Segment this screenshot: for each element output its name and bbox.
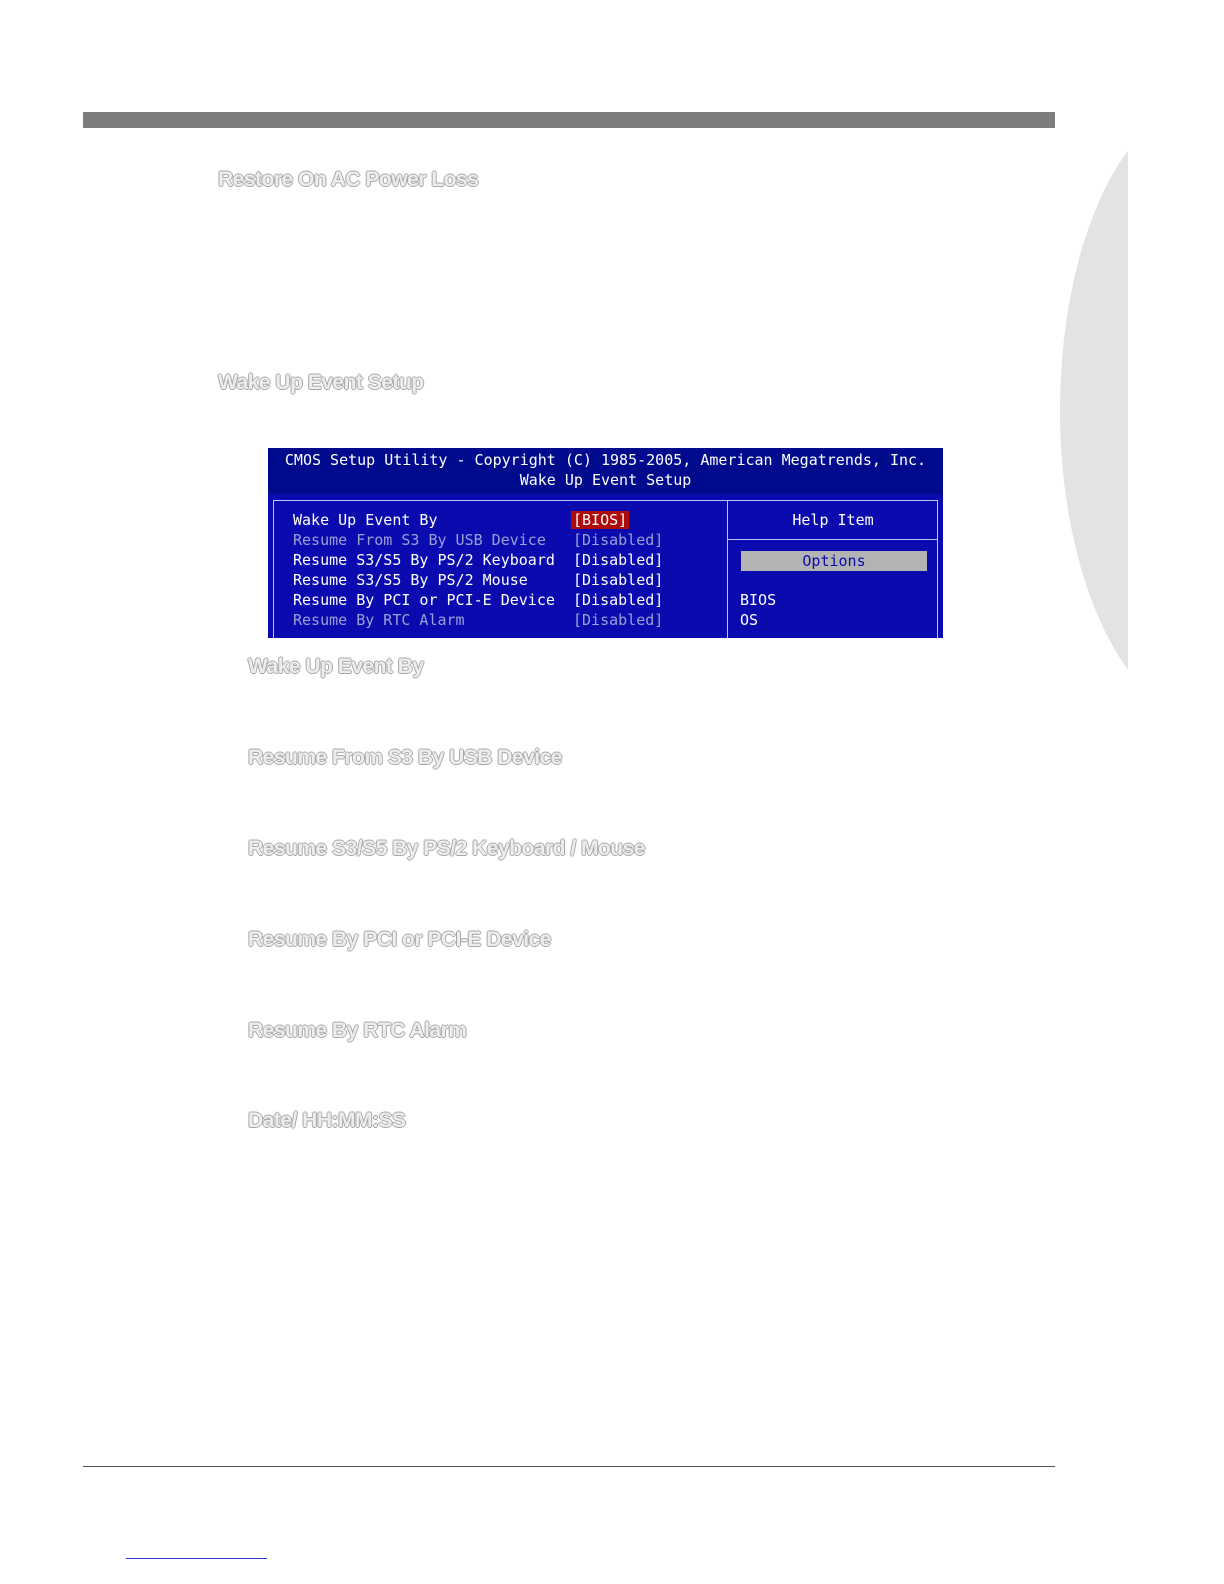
bios-option-item[interactable]: BIOS: [740, 591, 777, 609]
footer-link-underline[interactable]: [126, 1558, 267, 1559]
bios-row-label: Resume From S3 By USB Device: [293, 531, 546, 549]
bios-row-label: Resume By RTC Alarm: [293, 611, 465, 629]
bios-row-label[interactable]: Wake Up Event By: [293, 511, 438, 529]
heading-restore-on-ac-power-loss: Restore On AC Power Loss: [218, 168, 479, 191]
footer-rule: [83, 1466, 1055, 1467]
item-heading: Wake Up Event By: [248, 655, 424, 678]
bios-row-value[interactable]: [Disabled]: [573, 551, 664, 569]
item-heading: Date/ HH:MM:SS: [248, 1109, 406, 1132]
item-heading: Resume By RTC Alarm: [248, 1019, 467, 1042]
bios-options-bar: Options: [741, 551, 927, 571]
bios-row-value: [Disabled]: [573, 611, 664, 629]
item-heading: Resume S3/S5 By PS/2 Keyboard / Mouse: [248, 837, 645, 860]
bios-row-value-selected[interactable]: [BIOS]: [573, 511, 628, 529]
header-bar: [83, 112, 1055, 128]
bios-row-value[interactable]: [Disabled]: [573, 591, 664, 609]
bios-help-divider: [728, 539, 938, 540]
heading-wake-up-event-setup: Wake Up Event Setup: [218, 371, 424, 394]
bios-screenshot: [268, 448, 943, 638]
bios-help-title: Help Item: [792, 511, 874, 529]
bios-row-label[interactable]: Resume S3/S5 By PS/2 Mouse: [293, 571, 528, 589]
item-heading: Resume By PCI or PCI-E Device: [248, 928, 551, 951]
bios-row-label[interactable]: Resume S3/S5 By PS/2 Keyboard: [293, 551, 555, 569]
bios-screen-title: Wake Up Event Setup: [519, 471, 692, 489]
bios-option-item[interactable]: OS: [740, 611, 759, 629]
bios-row-label[interactable]: Resume By PCI or PCI-E Device: [293, 591, 555, 609]
bios-copyright-line: CMOS Setup Utility - Copyright (C) 1985-2005, American Megatrends, Inc.: [284, 451, 927, 469]
bios-row-value[interactable]: [Disabled]: [573, 571, 664, 589]
item-heading: Resume From S3 By USB Device: [248, 746, 562, 769]
page-margin: [1128, 0, 1224, 1584]
bios-row-value: [Disabled]: [573, 531, 664, 549]
